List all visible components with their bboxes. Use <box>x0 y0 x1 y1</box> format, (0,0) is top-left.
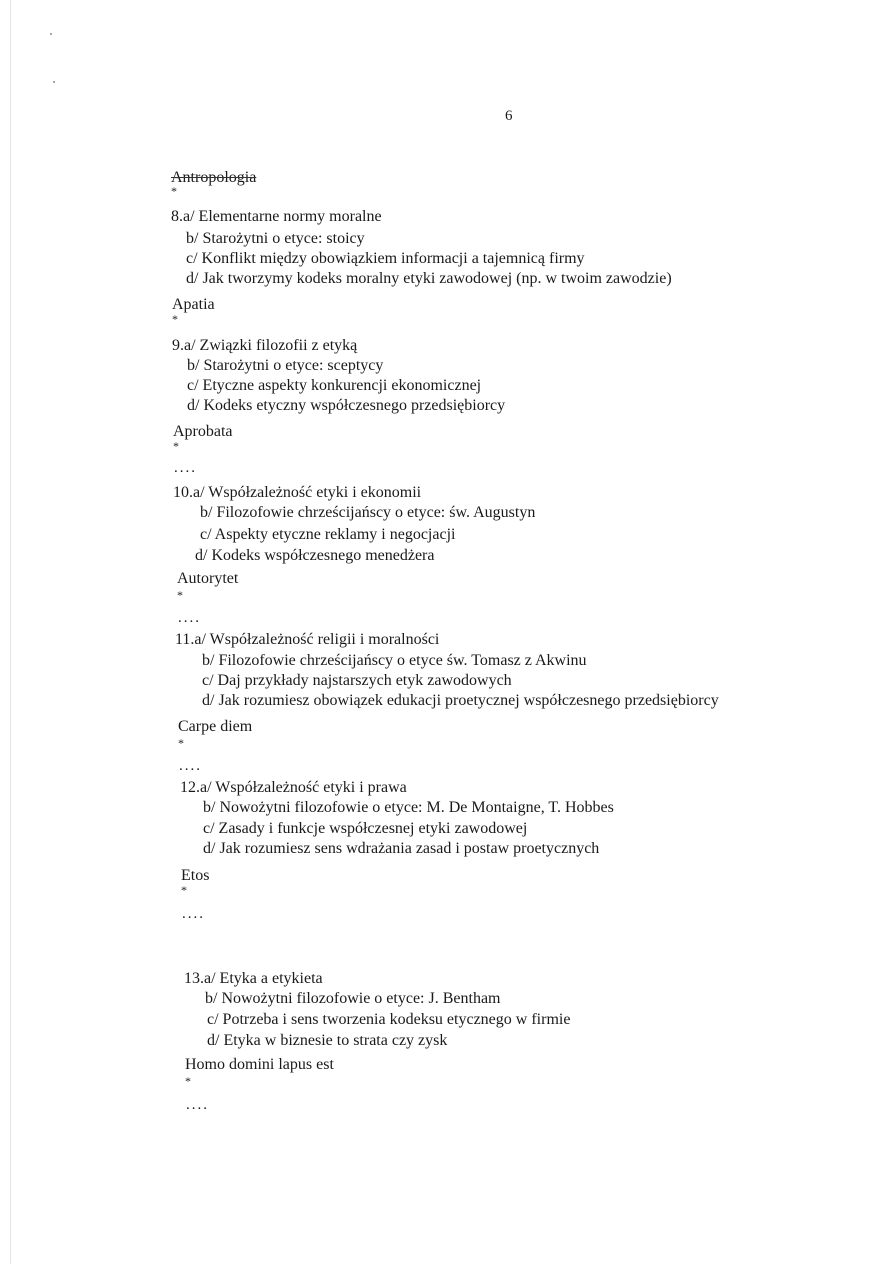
term-autorytet: Autorytet <box>177 570 239 587</box>
question-8b: b/ Starożytni o etyce: stoicy <box>186 230 365 247</box>
question-8d: d/ Jak tworzymy kodeks moralny etyki zawodowej (np. w twoim zawodzie) <box>186 270 672 287</box>
answer-line: * <box>178 737 794 755</box>
term-carpe-diem: Carpe diem <box>178 718 253 735</box>
page-number: 6 <box>505 108 513 124</box>
question-13c: c/ Potrzeba i sens tworzenia kodeksu etycznego w firmie <box>207 1011 571 1028</box>
question-9d: d/ Kodeks etyczny współczesnego przedsiębiorcy <box>187 397 506 414</box>
scan-edge <box>10 0 11 1264</box>
term-homo-domini: Homo domini lapus est <box>185 1056 334 1073</box>
ellipsis: .... <box>178 610 201 626</box>
question-12c: c/ Zasady i funkcje współczesnej etyki zawodowej <box>203 820 528 837</box>
question-13a: 13.a/ Etyka a etykieta <box>184 970 323 987</box>
scan-speck <box>53 81 55 83</box>
question-10a: 10.a/ Współzależność etyki i ekonomii <box>173 484 422 501</box>
question-9c: c/ Etyczne aspekty konkurencji ekonomicznej <box>187 377 482 394</box>
ellipsis: .... <box>186 1097 209 1113</box>
answer-line: * <box>171 185 821 203</box>
ellipsis: .... <box>174 460 197 476</box>
answer-line: * <box>172 313 822 331</box>
ellipsis: .... <box>179 758 202 774</box>
question-11a: 11.a/ Współzależność religii i moralności <box>175 631 440 648</box>
question-10d: d/ Kodeks współczesnego menedżera <box>195 547 435 564</box>
question-12a: 12.a/ Współzależność etyki i prawa <box>180 779 407 796</box>
term-aprobata: Aprobata <box>173 423 233 440</box>
answer-line: * <box>177 589 777 607</box>
question-11d: d/ Jak rozumiesz obowiązek edukacji proetycznej współczesnego przedsiębiorcy <box>202 692 719 709</box>
question-9b: b/ Starożytni o etyce: sceptycy <box>187 357 384 374</box>
term-antropologia: Antropologia <box>171 169 257 186</box>
answer-line: * <box>185 1075 741 1093</box>
question-12b: b/ Nowożytni filozofowie o etyce: M. De Montaigne, T. Hobbes <box>203 799 614 816</box>
question-11b: b/ Filozofowie chrześcijańscy o etyce św. Tomasz z Akwinu <box>202 652 587 669</box>
ellipsis: .... <box>182 906 205 922</box>
question-10b: b/ Filozofowie chrześcijańscy o etyce: św. Augustyn <box>200 504 536 521</box>
answer-line: * <box>173 440 798 458</box>
answer-line: * <box>181 884 737 902</box>
question-8a: 8.a/ Elementarne normy moralne <box>171 208 382 225</box>
question-12d: d/ Jak rozumiesz sens wdrażania zasad i postaw proetycznych <box>203 840 600 857</box>
question-10c: c/ Aspekty etyczne reklamy i negocjacji <box>200 526 456 543</box>
question-8c: c/ Konflikt między obowiązkiem informacji a tajemnicą firmy <box>186 250 585 267</box>
question-9a: 9.a/ Związki filozofii z etyką <box>172 337 358 354</box>
question-13b: b/ Nowożytni filozofowie o etyce: J. Bentham <box>205 990 501 1007</box>
question-11c: c/ Daj przykłady najstarszych etyk zawodowych <box>202 672 512 689</box>
term-etos: Etos <box>181 867 210 884</box>
scan-speck <box>50 33 52 35</box>
term-apatia: Apatia <box>172 296 215 313</box>
question-13d: d/ Etyka w biznesie to strata czy zysk <box>207 1032 448 1049</box>
